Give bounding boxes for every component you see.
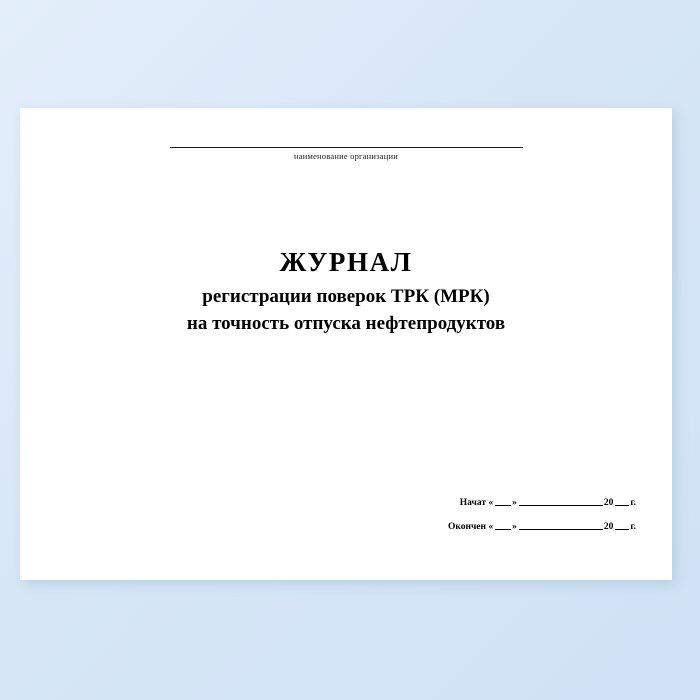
page-subtitle-line-2: на точность отпуска нефтепродуктов: [186, 313, 506, 335]
start-year-prefix: 20: [603, 498, 614, 508]
start-year-blank: [615, 505, 629, 506]
end-date-row: [448, 522, 637, 532]
end-month-blank: [519, 529, 603, 530]
end-year-blank: [615, 529, 629, 530]
document-title-block: [20, 248, 672, 336]
start-month-blank: [519, 505, 603, 506]
document-footer-block: [448, 498, 637, 532]
end-year-suffix: г.: [630, 522, 636, 532]
organization-name-rule: [170, 146, 523, 148]
start-year-suffix: г.: [630, 498, 636, 508]
end-date-quote-close: »: [512, 522, 517, 532]
end-date-label: Окончен «: [447, 522, 494, 532]
start-date-row: [448, 498, 637, 508]
start-date-quote-close: »: [512, 498, 517, 508]
end-day-blank: [495, 529, 511, 530]
start-date-label: Начат «: [459, 498, 494, 508]
page-title: ЖУРНАЛ: [279, 247, 413, 277]
organization-name-field: [20, 146, 672, 161]
document-page: [20, 108, 672, 580]
organization-name-caption: наименование организации: [294, 151, 398, 161]
start-day-blank: [495, 505, 511, 506]
end-year-prefix: 20: [603, 522, 614, 532]
page-subtitle-line-1: регистрации поверок ТРК (МРК): [202, 285, 490, 307]
